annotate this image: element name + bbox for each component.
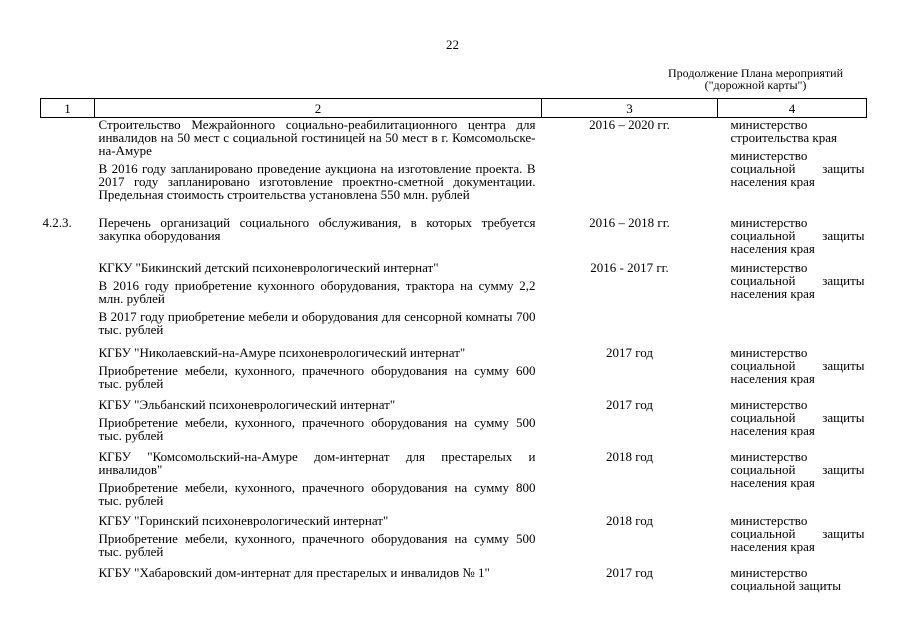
responsible-cell [718,398,867,450]
responsible-body: министерство строительства края [730,117,837,145]
column-header: 2 [95,99,542,118]
measure-text: Строительство Межрайонного социально-реабилитационного центра для инвалидов на 50 мест с социальной гостиницей на 50 мест в г. Комсомольске-на-Амуре [98,117,536,158]
table-row [41,514,867,566]
period-cell: 2017 год [606,344,653,360]
responsible-cell [718,450,867,514]
item-number [41,118,95,216]
responsible-body: министерство социальной защиты [730,564,841,593]
responsible-body: министерство социальной защиты населения края [730,148,865,189]
responsible-cell [718,216,867,261]
period-cell: 2016 – 2020 гг. [589,117,670,132]
measure-content [95,450,542,514]
responsible-body: министерство социальной защиты населения края [730,512,865,554]
measure-content [95,261,542,346]
item-number [41,398,95,450]
measure-text: Приобретение мебели, кухонного, прачечного оборудования на сумму 500 тыс. рублей [98,414,536,443]
table-row [41,346,867,398]
table-row [41,118,867,216]
responsible-body: министерство социальной защиты населения края [730,344,865,386]
measure-text: В 2017 году приобретение мебели и оборудования для сенсорной комнаты 700 тыс. рублей [98,308,536,337]
table-row [41,450,867,514]
measure-content [95,216,542,261]
responsible-cell [718,514,867,566]
responsible-body: министерство социальной защиты населения края [730,448,865,490]
table-body [41,118,867,606]
responsible-cell [718,566,867,606]
measure-text: В 2016 году запланировано проведение аукциона на изготовление проекта. В 2017 году запланировано изготовление проектно-сметной документации. Предельная стоимость строительства установлена 550 млн. рублей [98,161,536,202]
column-header: 1 [41,99,95,118]
period-cell: 2016 – 2018 гг. [589,214,670,230]
responsible-cell [718,346,867,398]
continuation-line-2: ("дорожной карты") [704,78,807,92]
table-row [41,398,867,450]
measure-text: Приобретение мебели, кухонного, прачечного оборудования на сумму 800 тыс. рублей [98,479,536,508]
measure-content [95,398,542,450]
plan-table [40,98,867,606]
measure-text: КГБУ "Эльбанский психоневрологический интернат" [98,396,396,412]
item-number [41,261,95,346]
period-cell: 2018 год [606,512,653,528]
item-number [41,346,95,398]
measure-text: КГБУ "Николаевский-на-Амуре психоневрологический интернат" [98,344,466,360]
item-number [41,450,95,514]
measure-content [95,566,542,606]
responsible-cell [718,118,867,216]
measure-text: Приобретение мебели, кухонного, прачечного оборудования на сумму 600 тыс. рублей [98,362,536,391]
measure-text: КГКУ "Бикинский детский психоневрологический интернат" [98,259,439,275]
period-cell: 2018 год [606,448,653,464]
period-cell: 2017 год [606,396,653,412]
column-header: 4 [718,99,867,118]
table-row [41,261,867,346]
continuation-note [668,67,843,91]
responsible-cell [718,261,867,346]
table-row [41,216,867,261]
table-row [41,566,867,606]
item-number: 4.2.3. [42,214,72,230]
item-number [41,514,95,566]
continuation-line-1: Продолжение Плана мероприятий [668,66,843,80]
measure-text: Перечень организаций социального обслуживания, в которых требуется закупка оборудования [98,214,536,243]
table-header-row [41,99,867,118]
column-header: 3 [542,99,718,118]
measure-text: КГБУ "Комсомольский-на-Амуре дом-интернат для престарелых и инвалидов" [98,448,536,477]
measure-text: КГБУ "Хабаровский дом-интернат для престарелых и инвалидов № 1" [98,564,490,580]
measure-text: Приобретение мебели, кухонного, прачечного оборудования на сумму 500 тыс. рублей [98,530,536,559]
measure-content [95,514,542,566]
responsible-body: министерство социальной защиты населения края [730,214,865,256]
measure-content [95,118,542,216]
page-number: 22 [446,37,459,52]
measure-content [95,346,542,398]
period-cell: 2016 - 2017 гг. [590,259,669,275]
item-number [41,566,95,606]
measure-text: В 2016 году приобретение кухонного оборудования, трактора на сумму 2,2 млн. рублей [98,277,536,306]
period-cell: 2017 год [606,564,653,580]
responsible-body: министерство социальной защиты населения края [730,396,865,438]
measure-text: КГБУ "Горинский психоневрологический интернат" [98,512,389,528]
responsible-body: министерство социальной защиты населения края [730,259,865,301]
